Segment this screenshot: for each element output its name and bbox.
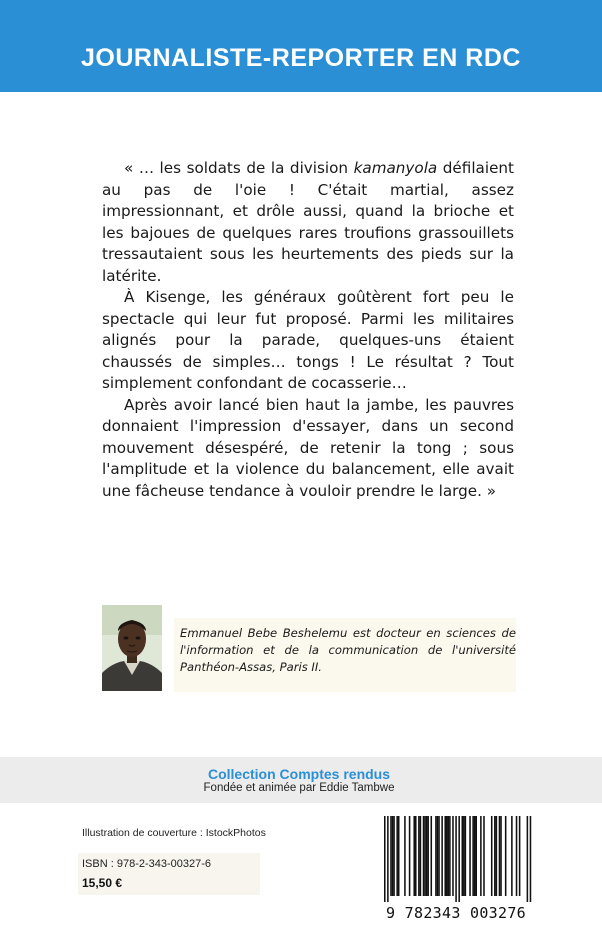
barcode-bar — [491, 816, 493, 896]
barcode-bar — [449, 816, 451, 896]
barcode-bar — [426, 816, 428, 896]
barcode-bar — [423, 816, 425, 896]
barcode-bar — [390, 816, 392, 896]
barcode-bar — [511, 816, 513, 896]
barcode-bar — [519, 816, 521, 896]
barcode-bar — [418, 816, 420, 896]
barcode-bar — [452, 816, 454, 896]
isbn-text: ISBN : 978-2-343-00327-6 — [82, 858, 212, 870]
barcode-bar — [420, 816, 422, 896]
excerpt-paragraph-1-end: défilaient au pas de l'oie ! C'était martial, assez impressionnant, et drôle aussi, quand la brioche et les bajoues de quelques rares troufions grassouillets tressautaient sous les heurtements des pieds sur la latérite. — [102, 159, 514, 285]
author-photo — [102, 605, 162, 691]
author-portrait-icon — [102, 605, 162, 691]
barcode-bar — [431, 816, 433, 896]
barcode-bar — [427, 816, 429, 896]
excerpt-paragraph-3: Après avoir lancé bien haut la jambe, les pauvres donnaient l'impression d'essayer, dans un second mouvement désespéré, de retenir la tong ; sous l'amplitude et la violence du balancement, elle avait une fâcheuse tendance à vouloir prendre le large. » — [102, 395, 514, 500]
title-banner — [0, 0, 602, 92]
barcode-bar — [458, 816, 460, 902]
illustration-credit: Illustration de couverture : IstockPhotos — [82, 827, 266, 839]
barcode-bar — [527, 816, 529, 902]
excerpt-paragraph-2: À Kisenge, les généraux goûtèrent fort peu le spectacle qui leur fut proposé. Parmi les militaires alignés pour la parade, quelques-uns étaient chaussés de simples… tongs ! Le résultat ? Tout simplement confondant de cocasserie… — [102, 288, 514, 392]
barcode-bar — [444, 816, 446, 896]
barcode-bar — [437, 816, 439, 896]
barcode-bar — [496, 816, 498, 896]
barcode-bar — [483, 816, 485, 896]
barcode-bar — [462, 816, 464, 896]
barcode-bar — [413, 816, 415, 896]
barcode-bar — [474, 816, 476, 896]
barcode-bar — [505, 816, 507, 896]
barcode-bar — [446, 816, 448, 896]
excerpt-italic-word: kamanyola — [353, 159, 438, 177]
barcode-bar — [404, 816, 406, 896]
barcode-bar — [448, 816, 450, 896]
barcode-bar — [494, 816, 496, 896]
series-title: JOURNALISTE-REPORTER EN RDC — [81, 44, 521, 72]
collection-subtitle: Fondée et animée par Eddie Tambwe — [203, 782, 395, 794]
barcode-bar — [463, 816, 465, 896]
barcode-number: 9 782343 003276 — [386, 904, 526, 922]
price-text: 15,50 € — [82, 876, 123, 890]
barcode-bar — [475, 816, 477, 896]
barcode-bar — [435, 816, 437, 896]
collection-title: Collection Comptes rendus — [207, 766, 391, 782]
barcode-bar — [392, 816, 394, 896]
barcode-bar — [500, 816, 502, 896]
excerpt-paragraph-1 — [102, 158, 514, 287]
barcode-bar — [469, 816, 471, 896]
barcode-bar — [393, 816, 395, 896]
barcode-bar — [455, 816, 457, 902]
barcode-bar — [516, 816, 518, 896]
excerpt-text — [102, 158, 514, 502]
barcode-bar — [384, 816, 386, 902]
barcode-bar — [424, 816, 426, 896]
barcode-bar — [499, 816, 501, 896]
barcode-bar — [398, 816, 400, 896]
barcode-bar — [415, 816, 417, 896]
author-bio: Emmanuel Bebe Beshelemu est docteur en sciences de l'information et de la communication de l'université Panthéon-Assas, Paris II. — [180, 626, 516, 674]
barcode-bar — [409, 816, 411, 896]
barcode-bar — [396, 816, 398, 896]
barcode-bar — [465, 816, 467, 896]
barcode-bar — [530, 816, 532, 902]
barcode-icon — [376, 816, 536, 902]
excerpt-paragraph-1-start: « … les soldats de la division — [124, 159, 354, 177]
barcode-bar — [438, 816, 440, 896]
barcode-bar — [480, 816, 482, 896]
barcode-bar — [387, 816, 389, 902]
barcode-bar — [441, 816, 443, 896]
barcode-bar — [472, 816, 474, 896]
